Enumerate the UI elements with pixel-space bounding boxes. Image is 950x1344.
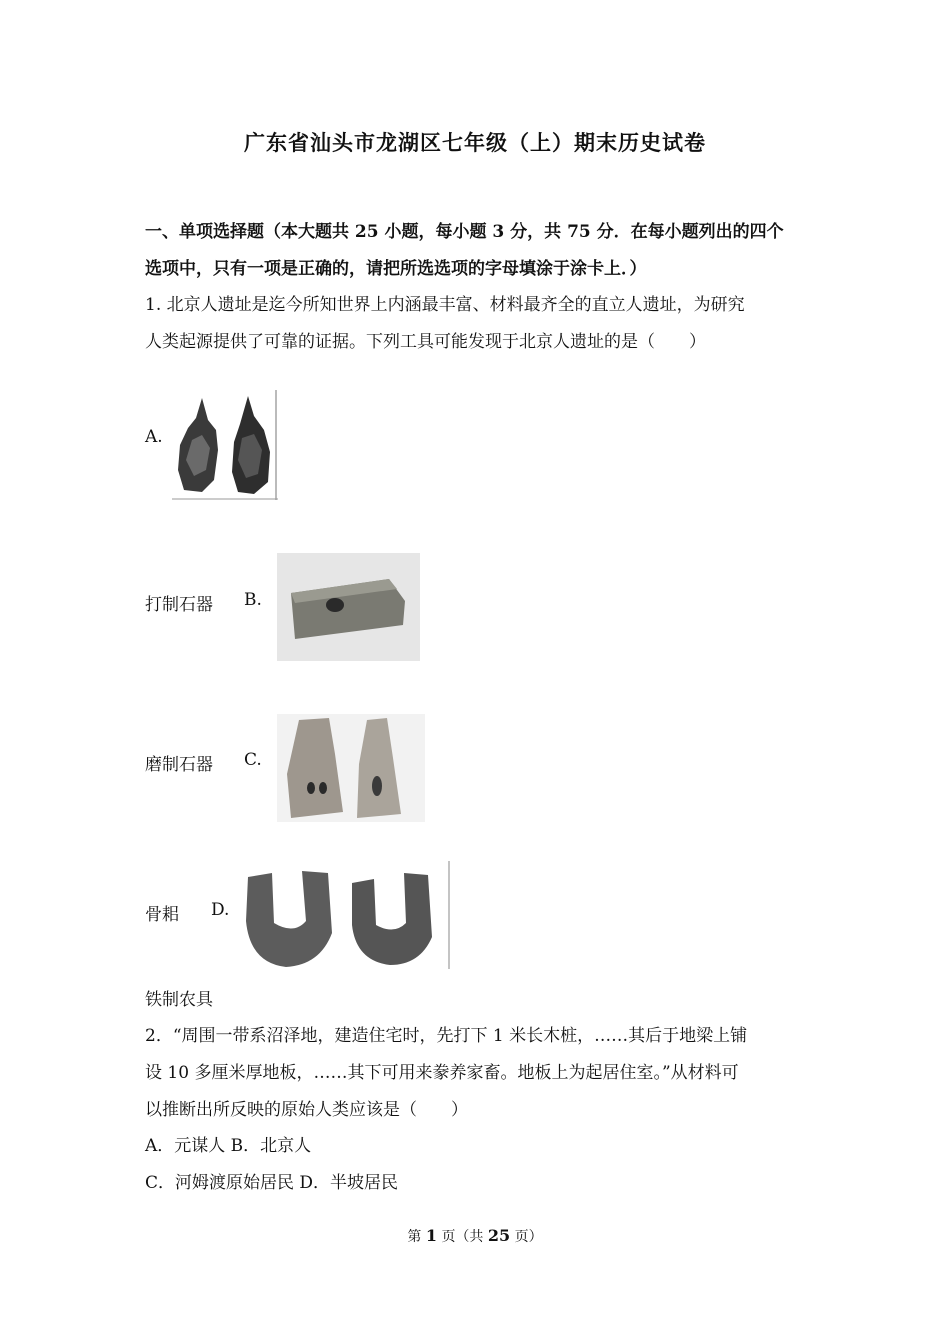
option-a-caption: 打制石器	[145, 595, 213, 615]
option-c-caption: 骨耜	[145, 905, 179, 925]
q2-stem-line1: 2．“周围一带系沼泽地，建造住宅时，先打下 1 米长木桩，……其后于地梁上铺	[145, 1026, 748, 1046]
section-heading-line2: 选项中，只有一项是正确的，请把所选选项的字母填涂于涂卡上．）	[145, 259, 647, 279]
option-d-caption: 铁制农具	[145, 990, 213, 1010]
q2-options-line2[interactable]: C．河姆渡原始居民 D．半坡居民	[145, 1173, 399, 1193]
iron-farm-tools-image	[240, 861, 452, 969]
q1-stem-line2: 人类起源提供了可靠的证据。下列工具可能发现于北京人遗址的是（ ）	[145, 332, 706, 352]
stone-tools-chipped-image	[172, 390, 278, 500]
q2-stem-line3: 以推断出所反映的原始人类应该是（ ）	[145, 1100, 468, 1120]
stone-tool-polished-image	[277, 553, 420, 661]
q1-stem-line1: 1. 北京人遗址是迄今所知世界上内涵最丰富、材料最齐全的直立人遗址，为研究	[145, 295, 745, 315]
option-b-caption: 磨制石器	[145, 755, 213, 775]
option-c-letter[interactable]: C.	[244, 750, 262, 770]
option-d-letter[interactable]: D.	[211, 900, 230, 920]
section-heading-line1: 一、单项选择题（本大题共 25 小题，每小题 3 分，共 75 分．在每小题列出的四个	[145, 222, 784, 242]
q2-options-line1[interactable]: A．元谋人 B．北京人	[145, 1136, 312, 1156]
bone-spade-image	[277, 714, 425, 822]
page-title: 广东省汕头市龙湖区七年级（上）期末历史试卷	[244, 130, 706, 155]
page-footer: 第 1 页（共 25 页）	[407, 1226, 543, 1245]
option-a-letter[interactable]: A.	[145, 427, 163, 447]
q2-stem-line2: 设 10 多厘米厚地板，……其下可用来豢养家畜。地板上为起居住室。”从材料可	[145, 1063, 739, 1083]
option-b-letter[interactable]: B.	[244, 590, 262, 610]
